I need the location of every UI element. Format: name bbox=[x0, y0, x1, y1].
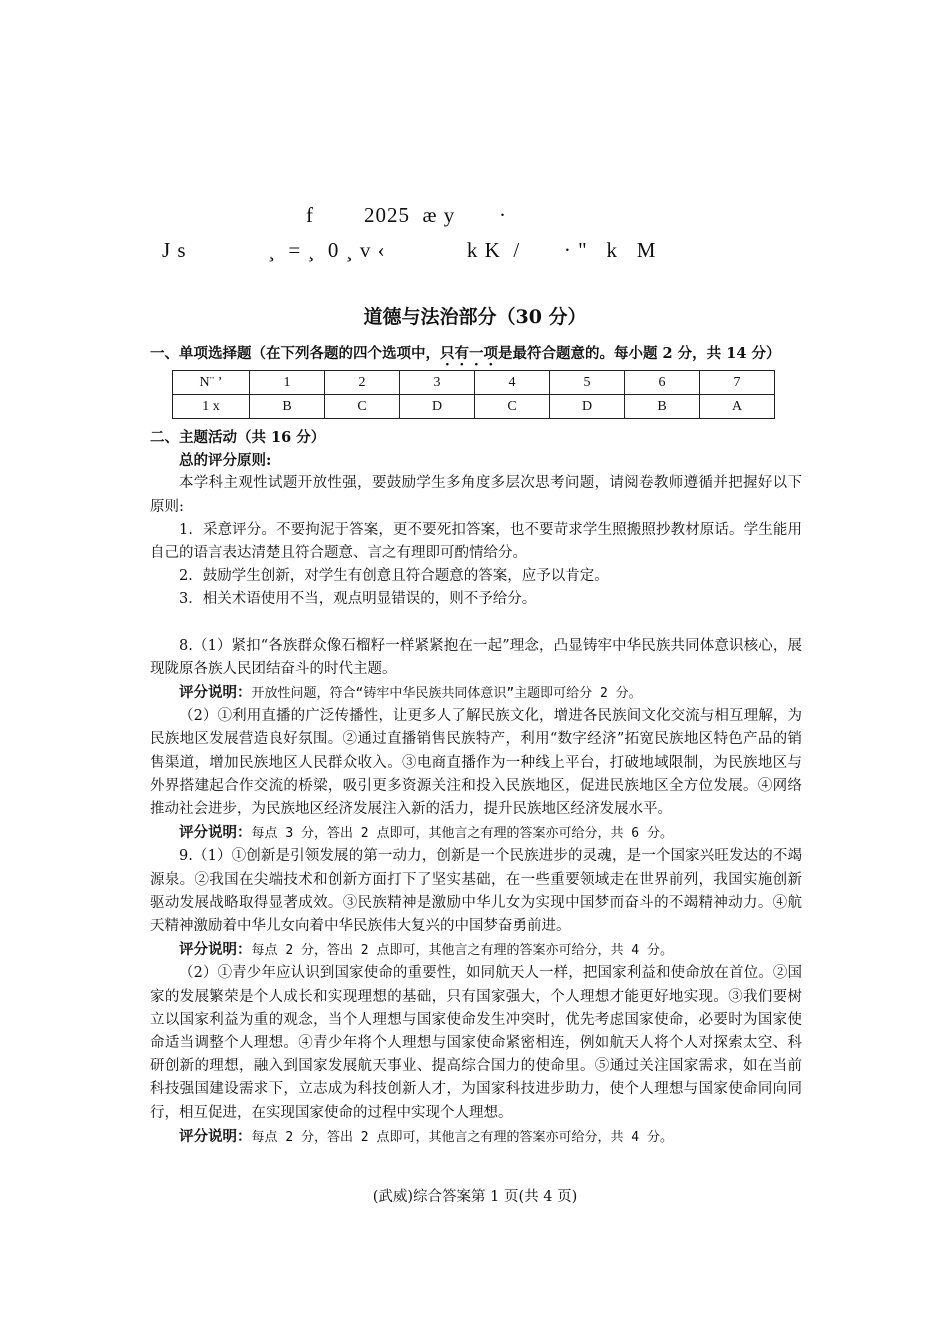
answer-cell: D bbox=[400, 395, 475, 419]
note-text: 开放性问题，符合“铸牢中华民族共同体意识”主题即可给分 2 分。 bbox=[251, 686, 642, 702]
question-number: 1 bbox=[250, 371, 325, 395]
table-row-answers bbox=[173, 395, 775, 419]
question-number: 4 bbox=[475, 371, 550, 395]
emph-char: 项 bbox=[483, 345, 498, 362]
emph-char: 一 bbox=[469, 345, 484, 362]
principles-intro: 本学科主观性试题开放性强，要鼓励学生多角度多层次思考问题，请阅卷教师遵循并把握好以下原则: bbox=[150, 475, 802, 515]
answer-table bbox=[172, 370, 775, 419]
part2-body bbox=[150, 426, 802, 1149]
question-number: 6 bbox=[625, 371, 700, 395]
answer-cell: C bbox=[475, 395, 550, 419]
question-number: 7 bbox=[700, 371, 775, 395]
note-label: 评分说明： bbox=[179, 941, 252, 959]
part2-heading: 二、主题活动（共 16 分） bbox=[150, 429, 326, 446]
q8-1-note bbox=[150, 681, 802, 705]
part1-heading-pre: 一、单项选择题（在下列各题的四个选项中， bbox=[150, 345, 440, 362]
q9-1-note bbox=[150, 938, 802, 962]
principles-title: 总的评分原则: bbox=[179, 452, 272, 470]
principle-item: 3．相关术语使用不当，观点明显错误的，则不予给分。 bbox=[179, 591, 537, 608]
answer-cell: B bbox=[625, 395, 700, 419]
emph-char: 只 bbox=[440, 345, 455, 362]
part1-heading-post: 是最符合题意的。每小题 2 分，共 14 分） bbox=[498, 345, 781, 362]
question-number: 5 bbox=[550, 371, 625, 395]
question-number: 3 bbox=[400, 371, 475, 395]
q8-2-note bbox=[150, 821, 802, 845]
page-footer: (武威)综合答案第 1 页(共 4 页) bbox=[372, 1189, 578, 1205]
note-label: 评分说明： bbox=[179, 1127, 252, 1145]
row-label-number: N¨ ’ bbox=[173, 371, 250, 395]
note-text: 每点 3 分，答出 2 点即可，其他言之有理的答案亦可给分，共 6 分。 bbox=[251, 826, 673, 842]
row-label-answer: 1 x bbox=[173, 395, 250, 419]
part1-heading bbox=[150, 342, 780, 363]
table-row-numbers bbox=[173, 371, 775, 395]
note-label: 评分说明： bbox=[179, 824, 252, 842]
emph-char: 有 bbox=[454, 345, 469, 362]
principle-item: 1．采意评分。不要拘泥于答案，更不要死扣答案，也不要苛求学生照搬照抄教材原话。学生能用自己的语言表达清楚且符合题意、言之有理即可酌情给分。 bbox=[150, 521, 802, 562]
header-line-1: f 2025 æ y · bbox=[306, 203, 507, 227]
spacer bbox=[150, 612, 802, 635]
answer-cell: A bbox=[700, 395, 775, 419]
q8-1-answer: 8.（1）紧扣“各族群众像石榴籽一样紧紧抱在一起”理念，凸显铸牢中华民族共同体意识核心，展现陇原各族人民团结奋斗的时代主题。 bbox=[150, 637, 802, 677]
principle-item: 2．鼓励学生创新，对学生有创意且符合题意的答案，应予以肯定。 bbox=[179, 568, 609, 585]
answer-cell: D bbox=[550, 395, 625, 419]
q8-2-answer: （2）①利用直播的广泛传播性，让更多人了解民族文化，增进各民族间文化交流与相互理解，为民族地区发展营造良好氛围。②通过直播销售民族特产，利用“数字经济”拓宽民族地区特色产品的销售渠道，增加民族地区人民群众收入。③电商直播作为一种线上平台，打破地域限制，为民族地区与外界搭建起合作交流的桥梁，吸引更多资源关注和投入民族地区，促进民族地区全方位发展。④网络推动社会进步，为民族地区经济发展注入新的活力，提升民族地区经济发展水平。 bbox=[150, 708, 802, 818]
header-line-2: J s ¸ = ¸ 0 ¸ v ‹ k K / · " k M bbox=[162, 238, 657, 262]
note-text: 每点 2 分，答出 2 点即可，其他言之有理的答案亦可给分，共 4 分。 bbox=[251, 1129, 673, 1145]
section-title: 道德与法治部分（30 分） bbox=[363, 306, 587, 328]
answer-cell: B bbox=[250, 395, 325, 419]
q9-2-note bbox=[150, 1125, 802, 1149]
note-text: 每点 2 分，答出 2 点即可，其他言之有理的答案亦可给分，共 4 分。 bbox=[251, 943, 673, 959]
note-label: 评分说明： bbox=[179, 684, 252, 702]
q9-2-answer: （2）①青少年应认识到国家使命的重要性，如同航天人一样，把国家利益和使命放在首位。②国家的发展繁荣是个人成长和实现理想的基础，只有国家强大，个人理想才能更好地实现。③我们要树立以国家利益为重的观念，当个人理想与国家使命发生冲突时，优先考虑国家使命，必要时为国家使命适当调整个人理想。④青少年将个人理想与国家使命紧密相连，例如航天人将个人对探索太空、科研创新的理想，融入到国家发展航天事业、提高综合国力的使命里。⑤通过关注国家需求，如在当前科技强国建设需求下，立志成为科技创新人才，为国家科技进步助力，使个人理想与国家使命同向同行，相互促进，在实现国家使命的过程中实现个人理想。 bbox=[150, 965, 802, 1121]
question-number: 2 bbox=[325, 371, 400, 395]
answer-cell: C bbox=[325, 395, 400, 419]
q9-1-answer: 9.（1）①创新是引领发展的第一动力，创新是一个民族进步的灵魂，是一个国家兴旺发达的不竭源泉。②我国在尖端技术和创新方面打下了坚实基础，在一些重要领域走在世界前列，我国实施创新驱动发展战略取得显著成效。③民族精神是激励中华儿女为实现中国梦而奋斗的不竭精神动力。④航天精神激励着中华儿女向着中华民族伟大复兴的中国梦奋勇前进。 bbox=[150, 848, 802, 935]
